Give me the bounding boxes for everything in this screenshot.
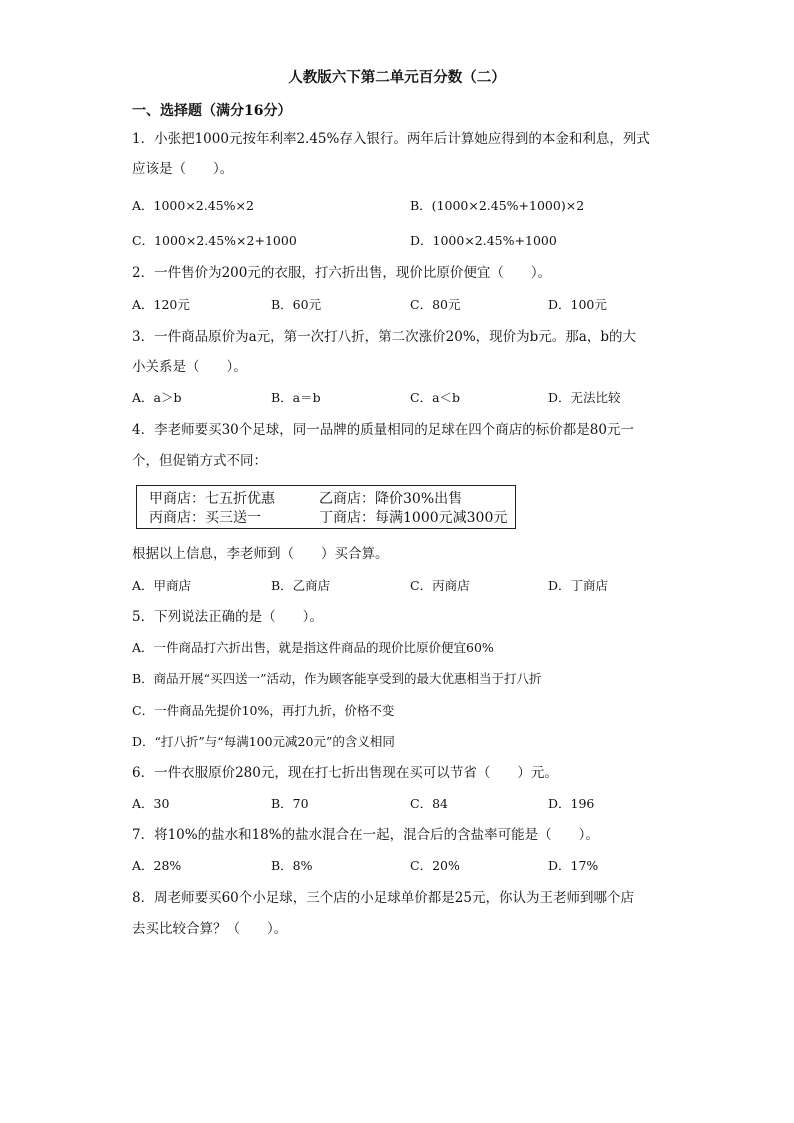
question-7-option-b: B．8% bbox=[271, 858, 313, 873]
question-3-option-a: A．a＞b bbox=[132, 390, 182, 405]
question-7-option-d: D．17% bbox=[548, 858, 599, 873]
question-3-text-line1: 3．一件商品原价为a元，第一次打八折，第二次涨价20%，现价为b元。那a，b的大 bbox=[132, 329, 636, 345]
question-3-option-c: C．a＜b bbox=[410, 390, 461, 405]
question-3-text-line2: 小关系是（ ）。 bbox=[132, 359, 247, 375]
question-3-option-d: D．无法比较 bbox=[548, 390, 621, 405]
question-2-option-c: C．80元 bbox=[410, 297, 461, 312]
question-4-text-line2: 个，但促销方式不同： bbox=[132, 453, 267, 469]
question-6-option-c: C．84 bbox=[410, 796, 448, 811]
question-7-option-c: C．20% bbox=[410, 858, 460, 873]
question-2-text: 2．一件售价为200元的衣服，打六折出售，现价比原价便宜（ ）。 bbox=[132, 265, 552, 281]
question-8-text-line1: 8．周老师要买60个小足球，三个店的小足球单价都是25元，你认为王老师到哪个店 bbox=[132, 890, 634, 906]
question-5-option-b: B．商品开展“买四送一”活动，作为顾客能享受到的最大优惠相当于打八折 bbox=[132, 671, 542, 686]
question-8-text-line2: 去买比较合算？（ ）。 bbox=[132, 921, 288, 937]
question-4-option-c: C．丙商店 bbox=[410, 578, 470, 593]
store-yi-promotion: 乙商店：降价30%出售 bbox=[319, 491, 463, 507]
question-4-option-a: A．甲商店 bbox=[132, 578, 192, 593]
question-1-option-d: D．1000×2.45%+1000 bbox=[410, 233, 557, 248]
store-bing-promotion: 丙商店：买三送一 bbox=[149, 510, 261, 526]
question-3-option-b: B．a＝b bbox=[271, 390, 321, 405]
question-5-text: 5．下列说法正确的是（ ）。 bbox=[132, 609, 323, 625]
question-1-option-c: C．1000×2.45%×2+1000 bbox=[132, 233, 297, 248]
question-2-option-d: D．100元 bbox=[548, 297, 607, 312]
question-1-text-line1: 1．小张把1000元按年利率2.45%存入银行。两年后计算她应得到的本金和利息，列式 bbox=[132, 131, 650, 147]
question-5-option-a: A．一件商品打六折出售，就是指这件商品的现价比原价便宜60% bbox=[132, 640, 494, 655]
question-7-option-a: A．28% bbox=[132, 858, 182, 873]
question-1-text-line2: 应该是（ ）。 bbox=[132, 161, 234, 177]
question-6-option-b: B．70 bbox=[271, 796, 309, 811]
question-5-option-d: D．“打八折”与“每满100元减20元”的含义相同 bbox=[132, 734, 395, 749]
question-6-option-d: D．196 bbox=[548, 796, 595, 811]
question-5-option-c: C．一件商品先提价10%，再打九折，价格不变 bbox=[132, 703, 395, 718]
store-ding-promotion: 丁商店：每满1000元减300元 bbox=[319, 510, 508, 526]
page-title: 人教版六下第二单元百分数（二） bbox=[288, 69, 506, 86]
question-4-option-d: D．丁商店 bbox=[548, 578, 609, 593]
question-2-option-a: A．120元 bbox=[132, 297, 190, 312]
store-jia-promotion: 甲商店：七五折优惠 bbox=[149, 491, 275, 507]
question-4-text-line1: 4．李老师要买30个足球，同一品牌的质量相同的足球在四个商店的标价都是80元一 bbox=[132, 422, 634, 438]
question-1-option-b: B．(1000×2.45%+1000)×2 bbox=[410, 198, 585, 213]
question-6-text: 6．一件衣服原价280元，现在打七折出售现在买可以节省（ ）元。 bbox=[132, 765, 558, 781]
question-2-option-b: B．60元 bbox=[271, 297, 322, 312]
promotion-info-box bbox=[136, 485, 516, 529]
question-4-text-line3: 根据以上信息，李老师到（ ）买合算。 bbox=[132, 546, 389, 562]
section-heading: 一、选择题（满分16分） bbox=[132, 103, 292, 119]
question-4-option-b: B．乙商店 bbox=[271, 578, 331, 593]
question-6-option-a: A．30 bbox=[132, 796, 170, 811]
question-1-option-a: A．1000×2.45%×2 bbox=[132, 198, 254, 213]
question-7-text: 7．将10%的盐水和18%的盐水混合在一起，混合后的含盐率可能是（ ）。 bbox=[132, 827, 599, 843]
